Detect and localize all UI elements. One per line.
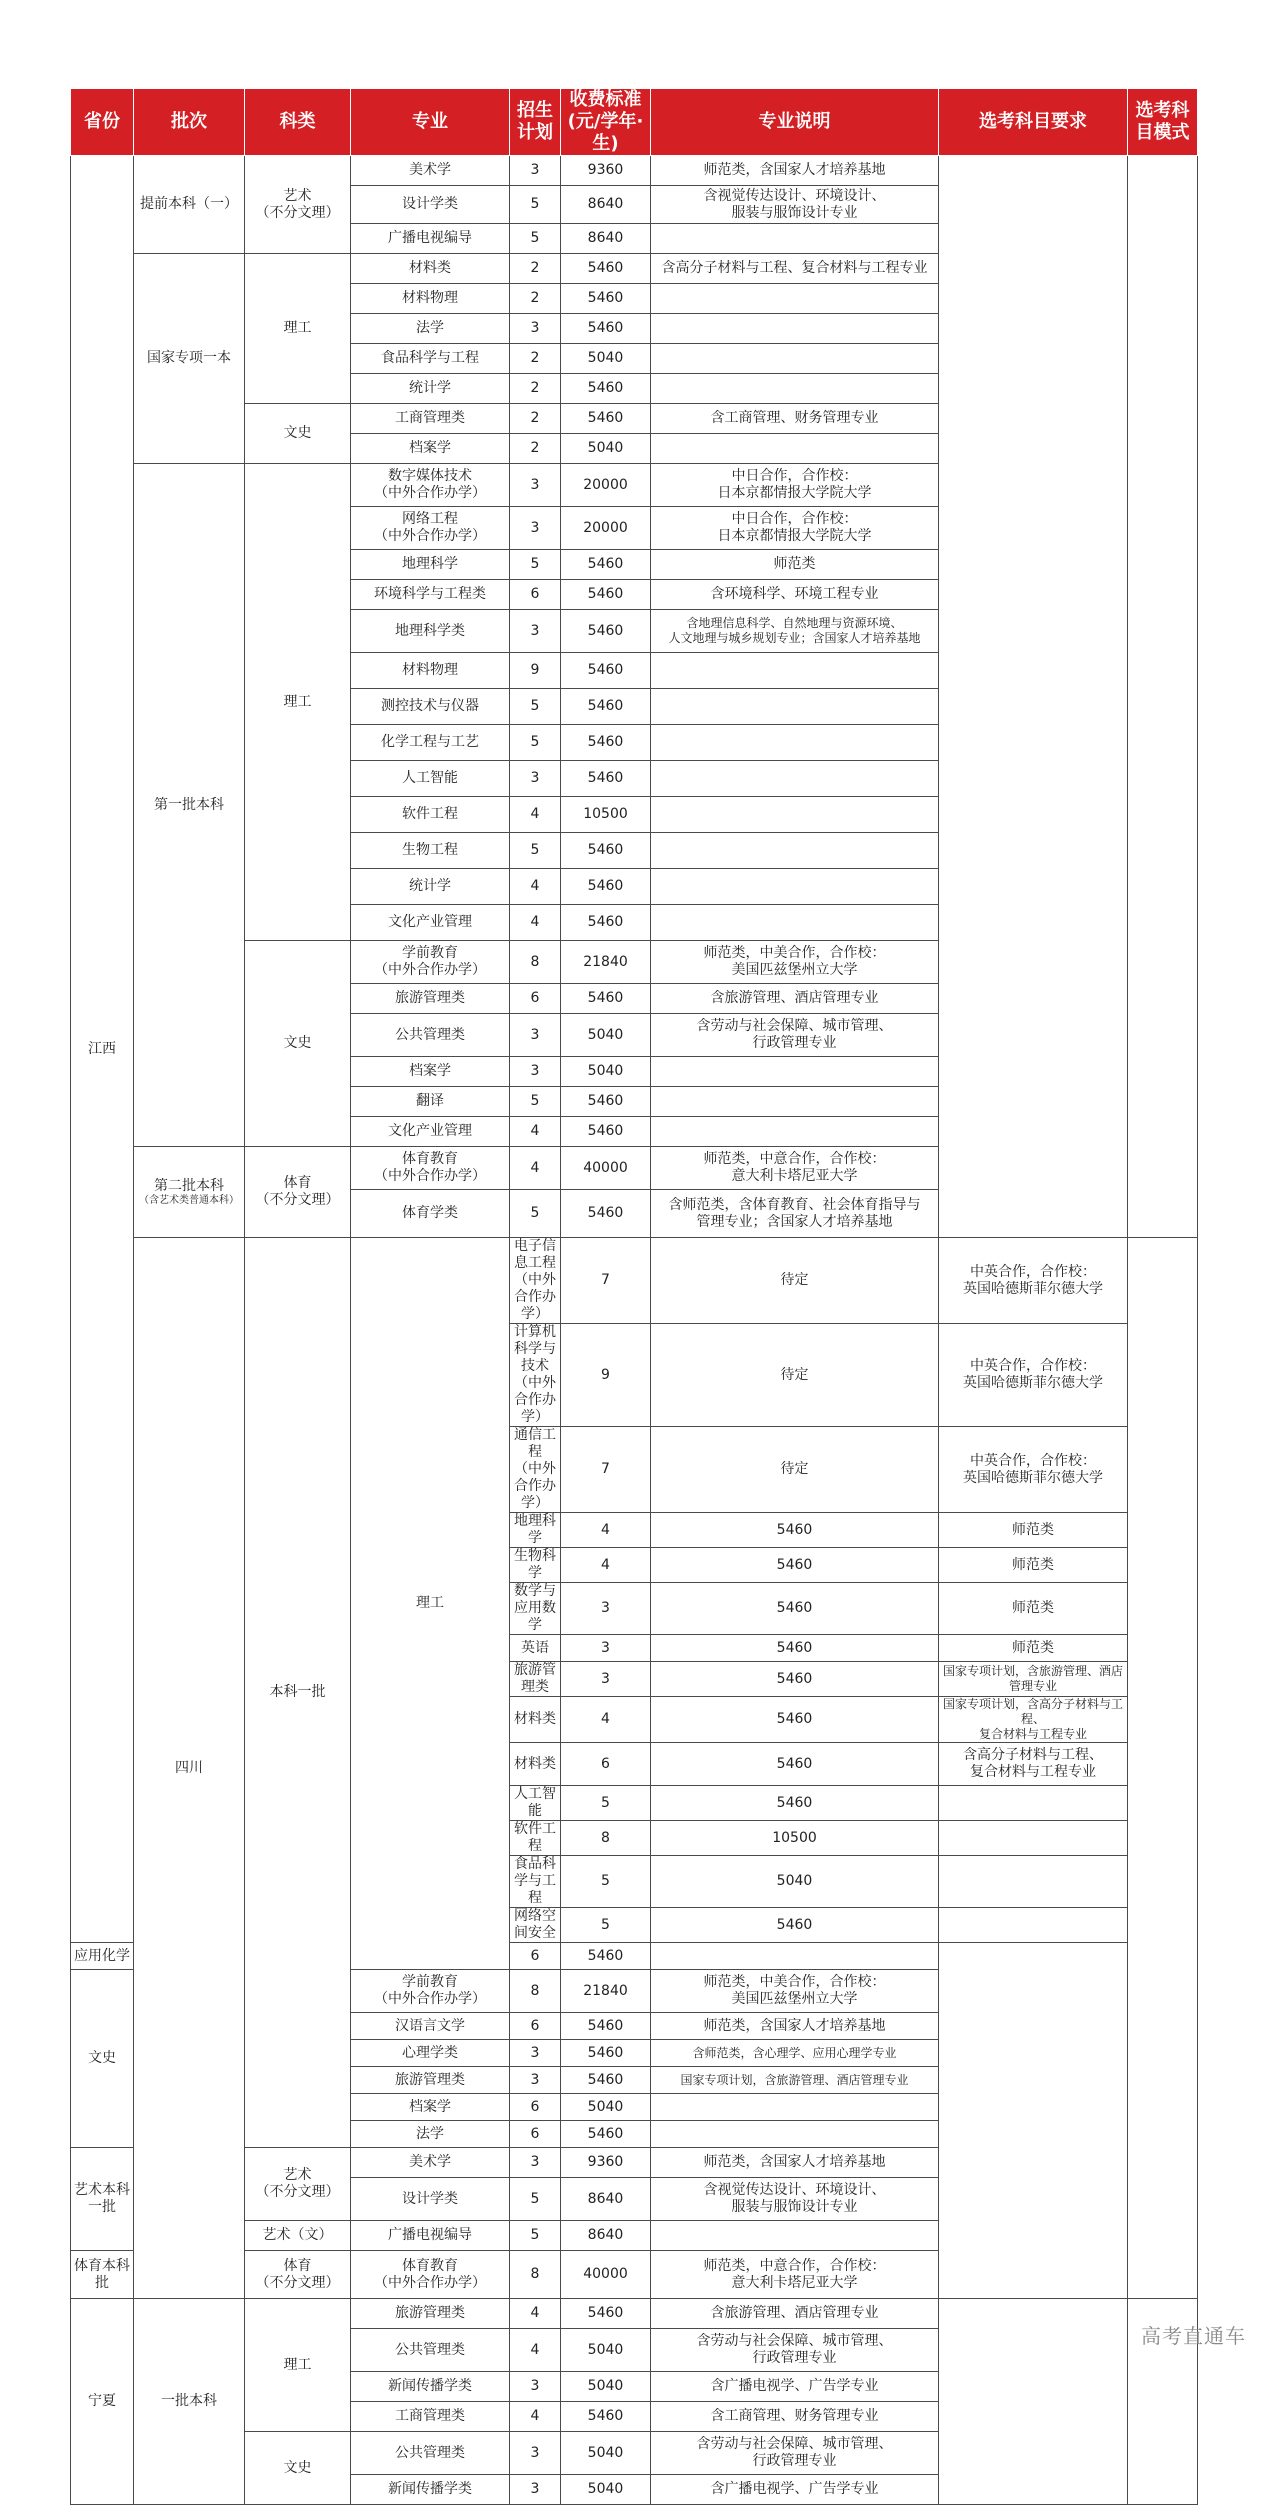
quota-cell: 8: [510, 1970, 561, 2013]
note-cell: [651, 797, 939, 833]
fee-cell: 5460: [561, 905, 651, 941]
note-cell: 师范类: [939, 1635, 1128, 1662]
note-cell: [939, 1821, 1128, 1856]
quota-cell: 8: [510, 941, 561, 984]
note-cell: [651, 1087, 939, 1117]
fee-cell: 5460: [561, 2121, 651, 2148]
batch-cell: 提前本科（一）: [134, 156, 245, 254]
header-major: 专业: [351, 89, 510, 156]
fee-cell: 9360: [561, 156, 651, 186]
quota-cell: 8: [561, 1821, 651, 1856]
note-cell: 师范类: [939, 1513, 1128, 1548]
note-cell: [651, 689, 939, 725]
note-cell: [939, 1908, 1128, 1943]
note-cell: [651, 1117, 939, 1147]
quota-cell: 4: [510, 2329, 561, 2372]
note-cell: [651, 314, 939, 344]
major-cell: 体育学类: [351, 1190, 510, 1238]
major-cell: 材料类: [351, 254, 510, 284]
header-subject-requirement: 选考科目要求: [939, 89, 1128, 156]
fee-cell: 5460: [561, 1943, 651, 1970]
fee-cell: 21840: [561, 1970, 651, 2013]
fee-cell: 5460: [561, 550, 651, 580]
note-cell: 师范类，中美合作，合作校： 美国匹兹堡州立大学: [651, 1970, 939, 2013]
fee-cell: 5460: [651, 1583, 939, 1635]
quota-cell: 4: [510, 869, 561, 905]
province-cell: 宁夏: [71, 2299, 134, 2505]
fee-cell: 5460: [651, 1743, 939, 1786]
note-cell: 国家专项计划，含旅游管理、酒店管理专业: [651, 2067, 939, 2094]
major-cell: 设计学类: [351, 186, 510, 224]
major-cell: 法学: [351, 314, 510, 344]
major-cell: 新闻传播学类: [351, 2475, 510, 2505]
province-cell: 四川: [134, 1238, 245, 2299]
quota-cell: 9: [561, 1324, 651, 1427]
batch-cell: [134, 1147, 245, 1238]
quota-cell: 3: [510, 1014, 561, 1057]
fee-cell: 9360: [561, 2148, 651, 2178]
batch-cell: 体育本科批: [71, 2251, 134, 2299]
fee-cell: 待定: [651, 1427, 939, 1513]
note-cell: [651, 344, 939, 374]
note-cell: [651, 2221, 939, 2251]
fee-cell: 5460: [561, 1117, 651, 1147]
note-cell: 含劳动与社会保障、城市管理、 行政管理专业: [651, 2329, 939, 2372]
major-cell: 旅游管理类: [351, 2299, 510, 2329]
fee-cell: 5460: [561, 984, 651, 1014]
fee-cell: 5460: [561, 610, 651, 653]
fee-cell: 5460: [561, 2013, 651, 2040]
batch-cell: 第一批本科: [134, 464, 245, 1147]
batch-cell: 一批本科: [134, 2299, 245, 2505]
quota-cell: 6: [510, 580, 561, 610]
quota-cell: 3: [510, 2372, 561, 2402]
header-quota: 招生 计划: [510, 89, 561, 156]
quota-cell: 6: [510, 1943, 561, 1970]
note-cell: 师范类: [939, 1548, 1128, 1583]
note-cell: 中日合作，合作校： 日本京都情报大学院大学: [651, 464, 939, 507]
major-cell: 食品科学与工程: [351, 344, 510, 374]
fee-cell: 5460: [561, 725, 651, 761]
major-cell: 材料类: [510, 1697, 561, 1743]
major-cell: 公共管理类: [351, 2432, 510, 2475]
quota-cell: 4: [510, 797, 561, 833]
note-cell: [939, 1786, 1128, 1821]
note-cell: [651, 761, 939, 797]
quota-cell: 5: [510, 224, 561, 254]
major-cell: 环境科学与工程类: [351, 580, 510, 610]
note-cell: 含劳动与社会保障、城市管理、 行政管理专业: [651, 1014, 939, 1057]
fee-cell: 5460: [561, 653, 651, 689]
fee-cell: 5460: [651, 1786, 939, 1821]
note-cell: 中日合作，合作校： 日本京都情报大学院大学: [651, 507, 939, 550]
category-cell: 理工: [245, 464, 351, 941]
fee-cell: 5460: [561, 2402, 651, 2432]
subject-requirement-cell: [939, 2299, 1128, 2505]
quota-cell: 4: [510, 2402, 561, 2432]
note-cell: 含视觉传达设计、环境设计、 服装与服饰设计专业: [651, 186, 939, 224]
fee-cell: 5460: [561, 2040, 651, 2067]
major-cell: 材料类: [510, 1743, 561, 1786]
quota-cell: 6: [510, 2121, 561, 2148]
fee-cell: 5040: [651, 1856, 939, 1908]
major-cell: 学前教育 （中外合作办学）: [351, 1970, 510, 2013]
quota-cell: 5: [510, 833, 561, 869]
major-cell: 心理学类: [351, 2040, 510, 2067]
note-cell: 含师范类，含体育教育、社会体育指导与 管理专业；含国家人才培养基地: [651, 1190, 939, 1238]
category-cell: 理工: [245, 254, 351, 404]
quota-cell: 7: [561, 1238, 651, 1324]
quota-cell: 5: [510, 550, 561, 580]
major-cell: 测控技术与仪器: [351, 689, 510, 725]
fee-cell: 5460: [561, 761, 651, 797]
admissions-table: [70, 88, 1198, 2505]
major-cell: 体育教育 （中外合作办学）: [351, 1147, 510, 1190]
major-cell: 文化产业管理: [351, 905, 510, 941]
fee-cell: 5460: [651, 1635, 939, 1662]
major-cell: 地理科学: [510, 1513, 561, 1548]
note-cell: [651, 1057, 939, 1087]
fee-cell: 5040: [561, 2372, 651, 2402]
quota-cell: 5: [510, 2221, 561, 2251]
note-cell: 师范类，含国家人才培养基地: [651, 2013, 939, 2040]
fee-cell: 8640: [561, 2221, 651, 2251]
quota-cell: 3: [510, 464, 561, 507]
fee-cell: 5460: [651, 1908, 939, 1943]
major-cell: 软件工程: [510, 1821, 561, 1856]
fee-cell: 21840: [561, 941, 651, 984]
note-cell: [651, 1943, 939, 1970]
fee-cell: 8640: [561, 2178, 651, 2221]
major-cell: 档案学: [351, 2094, 510, 2121]
category-cell: 理工: [351, 1238, 510, 1970]
major-cell: 旅游管理类: [351, 984, 510, 1014]
table-row: [71, 156, 1198, 186]
major-cell: 设计学类: [351, 2178, 510, 2221]
major-cell: 美术学: [351, 156, 510, 186]
note-cell: 含地理信息科学、自然地理与资源环境、 人文地理与城乡规划专业；含国家人才培养基地: [651, 610, 939, 653]
note-cell: [651, 869, 939, 905]
category-cell: 文史: [71, 1970, 134, 2148]
major-cell: 公共管理类: [351, 1014, 510, 1057]
fee-cell: 5040: [561, 2094, 651, 2121]
major-cell: 食品科学与工程: [510, 1856, 561, 1908]
quota-cell: 5: [510, 1190, 561, 1238]
fee-cell: 待定: [651, 1324, 939, 1427]
note-cell: 师范类，中美合作，合作校： 美国匹兹堡州立大学: [651, 941, 939, 984]
quota-cell: 3: [510, 2432, 561, 2475]
quota-cell: 8: [510, 2251, 561, 2299]
watermark: 高考直通车: [1141, 2324, 1246, 2348]
fee-cell: 5040: [561, 1057, 651, 1087]
major-cell: 英语: [510, 1635, 561, 1662]
fee-cell: 5040: [561, 344, 651, 374]
quota-cell: 6: [510, 984, 561, 1014]
quota-cell: 4: [561, 1548, 651, 1583]
major-cell: 化学工程与工艺: [351, 725, 510, 761]
batch-cell: 艺术本科一批: [71, 2148, 134, 2251]
quota-cell: 2: [510, 404, 561, 434]
quota-cell: 3: [561, 1583, 651, 1635]
fee-cell: 20000: [561, 464, 651, 507]
note-cell: [651, 653, 939, 689]
quota-cell: 5: [510, 1087, 561, 1117]
fee-cell: 5460: [651, 1697, 939, 1743]
note-cell: [651, 905, 939, 941]
quota-cell: 2: [510, 284, 561, 314]
quota-cell: 5: [510, 725, 561, 761]
major-cell: 体育教育 （中外合作办学）: [351, 2251, 510, 2299]
quota-cell: 2: [510, 254, 561, 284]
fee-cell: 5460: [561, 1190, 651, 1238]
note-cell: 师范类，含国家人才培养基地: [651, 156, 939, 186]
major-cell: 地理科学: [351, 550, 510, 580]
note-cell: [651, 2094, 939, 2121]
major-cell: 学前教育 （中外合作办学）: [351, 941, 510, 984]
major-cell: 材料物理: [351, 284, 510, 314]
fee-cell: 5460: [561, 689, 651, 725]
province-cell: 江西: [71, 156, 134, 1943]
fee-cell: 40000: [561, 1147, 651, 1190]
quota-cell: 2: [510, 434, 561, 464]
category-cell: 体育 （不分文理）: [245, 1147, 351, 1238]
quota-cell: 3: [510, 2148, 561, 2178]
fee-cell: 20000: [561, 507, 651, 550]
quota-cell: 3: [510, 507, 561, 550]
table-row: [71, 2299, 1198, 2329]
note-cell: [651, 725, 939, 761]
note-cell: 含视觉传达设计、环境设计、 服装与服饰设计专业: [651, 2178, 939, 2221]
major-cell: 工商管理类: [351, 2402, 510, 2432]
quota-cell: 3: [510, 610, 561, 653]
note-cell: 含旅游管理、酒店管理专业: [651, 984, 939, 1014]
category-cell: 艺术（文）: [245, 2221, 351, 2251]
major-cell: 数字媒体技术 （中外合作办学）: [351, 464, 510, 507]
subject-mode-cell: [1128, 156, 1198, 1238]
major-cell: 统计学: [351, 374, 510, 404]
quota-cell: 3: [561, 1662, 651, 1697]
fee-cell: 待定: [651, 1238, 939, 1324]
note-cell: 含广播电视学、广告学专业: [651, 2372, 939, 2402]
category-cell: 理工: [245, 2299, 351, 2432]
major-cell: 通信工程 （中外合作办学）: [510, 1427, 561, 1513]
quota-cell: 3: [510, 2067, 561, 2094]
major-cell: 计算机科学与技术 （中外合作办学）: [510, 1324, 561, 1427]
fee-cell: 5460: [651, 1662, 939, 1697]
quota-cell: 5: [510, 186, 561, 224]
major-cell: 软件工程: [351, 797, 510, 833]
major-cell: 文化产业管理: [351, 1117, 510, 1147]
header-batch: 批次: [134, 89, 245, 156]
note-cell: 国家专项计划，含旅游管理、酒店管理专业: [939, 1662, 1128, 1697]
fee-cell: 5040: [561, 2329, 651, 2372]
category-cell: 体育 （不分文理）: [245, 2251, 351, 2299]
category-cell: 艺术 （不分文理）: [245, 2148, 351, 2221]
quota-cell: 2: [510, 374, 561, 404]
category-cell: 艺术 （不分文理）: [245, 156, 351, 254]
quota-cell: 6: [561, 1743, 651, 1786]
note-cell: 含高分子材料与工程、 复合材料与工程专业: [939, 1743, 1128, 1786]
major-cell: 生物工程: [351, 833, 510, 869]
note-cell: [651, 2121, 939, 2148]
category-cell: 文史: [245, 2432, 351, 2505]
header-category: 科类: [245, 89, 351, 156]
quota-cell: 4: [510, 2299, 561, 2329]
quota-cell: 3: [510, 2040, 561, 2067]
header-note: 专业说明: [651, 89, 939, 156]
fee-cell: 5040: [561, 1014, 651, 1057]
note-cell: [651, 224, 939, 254]
major-cell: 法学: [351, 2121, 510, 2148]
note-cell: [651, 434, 939, 464]
note-cell: 国家专项计划，含高分子材料与工程、 复合材料与工程专业: [939, 1697, 1128, 1743]
major-cell: 翻译: [351, 1087, 510, 1117]
batch-cell: 国家专项一本: [134, 254, 245, 464]
quota-cell: 7: [561, 1427, 651, 1513]
note-cell: 师范类，中意合作，合作校： 意大利卡塔尼亚大学: [651, 2251, 939, 2299]
fee-cell: 5460: [561, 833, 651, 869]
quota-cell: 3: [510, 156, 561, 186]
quota-cell: 4: [510, 1147, 561, 1190]
fee-cell: 5460: [561, 284, 651, 314]
major-cell: 旅游管理类: [351, 2067, 510, 2094]
fee-cell: 5460: [651, 1548, 939, 1583]
header-subject-mode: 选考科 目模式: [1128, 89, 1198, 156]
quota-cell: 5: [561, 1908, 651, 1943]
note-cell: 中英合作，合作校： 英国哈德斯菲尔德大学: [939, 1324, 1128, 1427]
fee-cell: 5460: [561, 2299, 651, 2329]
fee-cell: 8640: [561, 186, 651, 224]
fee-cell: 5460: [561, 2067, 651, 2094]
major-cell: 人工智能: [510, 1786, 561, 1821]
fee-cell: 5460: [561, 869, 651, 905]
quota-cell: 9: [510, 653, 561, 689]
quota-cell: 5: [510, 2178, 561, 2221]
fee-cell: 5460: [561, 314, 651, 344]
category-cell: 文史: [245, 941, 351, 1147]
major-cell: 档案学: [351, 1057, 510, 1087]
note-cell: [651, 374, 939, 404]
note-cell: [651, 833, 939, 869]
fee-cell: 5460: [651, 1513, 939, 1548]
major-cell: 新闻传播学类: [351, 2372, 510, 2402]
fee-cell: 5460: [561, 254, 651, 284]
table-body: [71, 156, 1198, 2505]
major-cell: 广播电视编导: [351, 2221, 510, 2251]
fee-cell: 8640: [561, 224, 651, 254]
note-cell: 师范类: [651, 550, 939, 580]
batch-label: 第二批本科: [154, 1177, 224, 1194]
fee-cell: 10500: [561, 797, 651, 833]
major-cell: 汉语言文学: [351, 2013, 510, 2040]
fee-cell: 10500: [651, 1821, 939, 1856]
note-cell: 含工商管理、财务管理专业: [651, 404, 939, 434]
major-cell: 档案学: [351, 434, 510, 464]
quota-cell: 4: [561, 1513, 651, 1548]
major-cell: 生物科学: [510, 1548, 561, 1583]
note-cell: 师范类: [939, 1583, 1128, 1635]
quota-cell: 3: [561, 1635, 651, 1662]
note-cell: 含工商管理、财务管理专业: [651, 2402, 939, 2432]
major-cell: 统计学: [351, 869, 510, 905]
major-cell: 旅游管理类: [510, 1662, 561, 1697]
quota-cell: 2: [510, 344, 561, 374]
quota-cell: 5: [561, 1786, 651, 1821]
note-cell: [939, 1856, 1128, 1908]
quota-cell: 4: [561, 1697, 651, 1743]
note-cell: 含师范类，含心理学、应用心理学专业: [651, 2040, 939, 2067]
fee-cell: 40000: [561, 2251, 651, 2299]
quota-cell: 5: [561, 1856, 651, 1908]
quota-cell: 5: [510, 689, 561, 725]
note-cell: 含旅游管理、酒店管理专业: [651, 2299, 939, 2329]
major-cell: 电子信息工程 （中外合作办学）: [510, 1238, 561, 1324]
quota-cell: 6: [510, 2094, 561, 2121]
batch-cell: 本科一批: [245, 1238, 351, 2148]
note-cell: [651, 284, 939, 314]
header-fee: 收费标准 (元/学年·生): [561, 89, 651, 156]
quota-cell: 4: [510, 1117, 561, 1147]
fee-cell: 5460: [561, 374, 651, 404]
header-province: 省份: [71, 89, 134, 156]
major-cell: 数学与应用数学: [510, 1583, 561, 1635]
fee-cell: 5460: [561, 580, 651, 610]
major-cell: 材料物理: [351, 653, 510, 689]
quota-cell: 3: [510, 761, 561, 797]
subject-requirement-cell: [939, 156, 1128, 1238]
major-cell: 应用化学: [71, 1943, 134, 1970]
major-cell: 网络空间安全: [510, 1908, 561, 1943]
major-cell: 人工智能: [351, 761, 510, 797]
fee-cell: 5040: [561, 2475, 651, 2505]
major-cell: 公共管理类: [351, 2329, 510, 2372]
batch-sub-label: （含艺术类普通本科）: [139, 1194, 239, 1206]
note-cell: 含环境科学、环境工程专业: [651, 580, 939, 610]
major-cell: 工商管理类: [351, 404, 510, 434]
note-cell: 师范类，中意合作，合作校： 意大利卡塔尼亚大学: [651, 1147, 939, 1190]
quota-cell: 4: [510, 905, 561, 941]
fee-cell: 5040: [561, 434, 651, 464]
major-cell: 广播电视编导: [351, 224, 510, 254]
table-row: [71, 1238, 1198, 1324]
table-header-row: [71, 89, 1198, 156]
quota-cell: 6: [510, 2013, 561, 2040]
major-cell: 网络工程 （中外合作办学）: [351, 507, 510, 550]
subject-requirement-cell: [1128, 1238, 1198, 2299]
quota-cell: 3: [510, 1057, 561, 1087]
note-cell: 中英合作，合作校： 英国哈德斯菲尔德大学: [939, 1427, 1128, 1513]
note-cell: 含广播电视学、广告学专业: [651, 2475, 939, 2505]
fee-cell: 5040: [561, 2432, 651, 2475]
note-cell: 含劳动与社会保障、城市管理、 行政管理专业: [651, 2432, 939, 2475]
quota-cell: 3: [510, 314, 561, 344]
note-cell: 中英合作，合作校： 英国哈德斯菲尔德大学: [939, 1238, 1128, 1324]
note-cell: 师范类，含国家人才培养基地: [651, 2148, 939, 2178]
category-cell: 文史: [245, 404, 351, 464]
major-cell: 美术学: [351, 2148, 510, 2178]
fee-cell: 5460: [561, 1087, 651, 1117]
fee-cell: 5460: [561, 404, 651, 434]
major-cell: 地理科学类: [351, 610, 510, 653]
quota-cell: 3: [510, 2475, 561, 2505]
note-cell: 含高分子材料与工程、复合材料与工程专业: [651, 254, 939, 284]
